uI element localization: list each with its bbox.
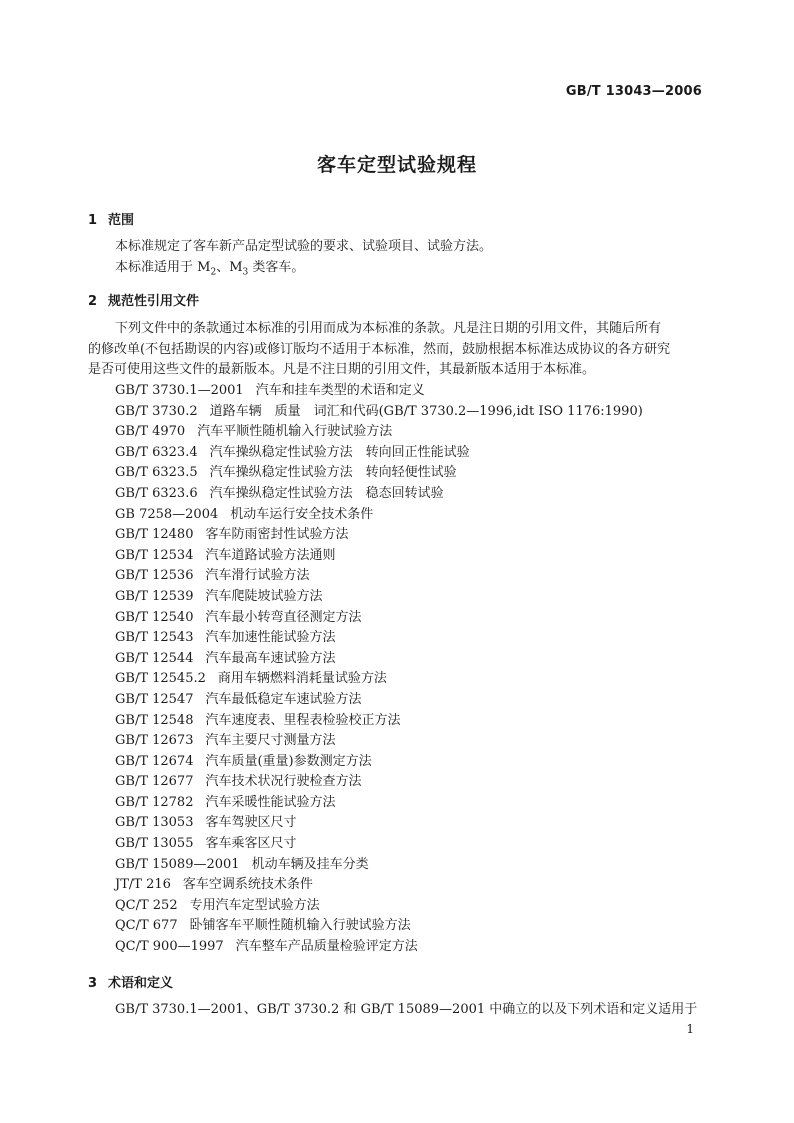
section-1-heading (88, 209, 134, 228)
reference-title: 道路车辆 质量 词汇和代码(GB/T 3730.2—1996,idt ISO 1176:1990) (209, 403, 643, 419)
normative-reference-list (115, 381, 643, 958)
reference-title: 客车防雨密封性试验方法 (205, 527, 349, 543)
reference-code: GB 7258—2004 (115, 506, 219, 522)
reference-item (115, 834, 643, 855)
reference-item (115, 443, 643, 464)
reference-title: 汽车道路试验方法通则 (205, 547, 336, 563)
reference-title: 汽车平顺性随机输入行驶试验方法 (197, 424, 393, 440)
reference-code: GB/T 12543 (115, 630, 194, 646)
reference-item (115, 628, 643, 649)
reference-code: GB/T 6323.6 (115, 485, 198, 501)
reference-title: 汽车技术状况行驶检查方法 (205, 774, 362, 790)
reference-title: 客车空调系统技术条件 (182, 877, 313, 893)
reference-title: 汽车最低稳定车速试验方法 (205, 691, 362, 707)
reference-item (115, 381, 643, 402)
page-number: 1 (686, 1022, 694, 1036)
section-number: 3 (88, 976, 98, 991)
reference-item (115, 937, 643, 958)
section-2-intro-line-1: 下列文件中的条款通过本标准的引用而成为本标准的条款。凡是注日期的引用文件，其随后所有 (115, 321, 662, 336)
reference-title: 卧铺客车平顺性随机输入行驶试验方法 (189, 918, 411, 934)
section-2-intro-line-2: 的修改单(不包括勘误的内容)或修订版均不适用于本标准，然而，鼓励根据本标准达成协议的各方研究 (88, 342, 671, 357)
reference-code: GB/T 12540 (115, 609, 194, 625)
scope-text-a: 本标准适用于 M (115, 260, 211, 275)
section-3-intro-line-1: GB/T 3730.1—2001、GB/T 3730.2 和 GB/T 15089—2001 中确立的以及下列术语和定义适用于 (115, 1002, 698, 1017)
reference-item (115, 752, 643, 773)
reference-code: GB/T 3730.1—2001 (115, 383, 244, 398)
scope-text-c: 类客车。 (248, 260, 305, 275)
section-title: 范围 (108, 213, 135, 228)
reference-title: 汽车质量(重量)参数测定方法 (205, 753, 372, 769)
section-1-paragraph-1: 本标准规定了客车新产品定型试验的要求、试验项目、试验方法。 (115, 239, 493, 254)
reference-item (115, 813, 643, 834)
reference-item (115, 422, 643, 443)
document-title: 客车定型试验规程 (316, 154, 477, 176)
reference-title: 汽车滑行试验方法 (205, 568, 310, 584)
reference-item (115, 731, 643, 752)
reference-item (115, 608, 643, 629)
reference-item (115, 711, 643, 732)
reference-code: GB/T 12547 (115, 691, 194, 707)
reference-code: GB/T 12677 (115, 774, 194, 790)
reference-code: GB/T 6323.4 (115, 444, 198, 460)
reference-title: 汽车采暖性能试验方法 (205, 794, 336, 810)
reference-title: 机动车运行安全技术条件 (230, 506, 374, 522)
reference-code: GB/T 12544 (115, 650, 194, 666)
reference-code: GB/T 12534 (115, 547, 194, 563)
reference-code: QC/T 677 (115, 918, 178, 934)
scope-subscript-2: 2 (210, 267, 217, 278)
reference-item (115, 916, 643, 937)
section-number: 2 (88, 294, 98, 309)
section-title: 术语和定义 (108, 976, 174, 991)
reference-title: 汽车操纵稳定性试验方法 转向轻便性试验 (209, 465, 457, 481)
reference-title: 机动车辆及挂车分类 (251, 856, 369, 872)
reference-item (115, 855, 643, 876)
reference-title: 汽车主要尺寸测量方法 (205, 733, 336, 749)
scope-text-b: 、M (216, 260, 243, 275)
reference-code: GB/T 12539 (115, 588, 194, 604)
reference-code: GB/T 6323.5 (115, 465, 198, 481)
reference-item (115, 505, 643, 526)
reference-code: GB/T 15089—2001 (115, 856, 240, 872)
reference-code: GB/T 13055 (115, 836, 194, 852)
reference-item (115, 463, 643, 484)
reference-title: 汽车操纵稳定性试验方法 稳态回转试验 (209, 485, 444, 501)
reference-item (115, 793, 643, 814)
reference-code: JT/T 216 (115, 877, 171, 893)
reference-code: GB/T 12673 (115, 733, 194, 749)
reference-code: QC/T 252 (115, 897, 178, 913)
reference-item (115, 546, 643, 567)
reference-title: 汽车爬陡坡试验方法 (205, 588, 323, 604)
reference-item (115, 566, 643, 587)
reference-item (115, 587, 643, 608)
scope-subscript-3: 3 (242, 267, 249, 278)
section-3-heading (88, 972, 173, 991)
reference-code: GB/T 12545.2 (115, 671, 206, 687)
reference-item (115, 896, 643, 917)
reference-code: GB/T 12548 (115, 712, 194, 728)
reference-code: GB/T 13053 (115, 815, 194, 831)
section-1-paragraph-2 (115, 258, 304, 283)
standard-code: GB/T 13043—2006 (565, 84, 702, 99)
reference-item (115, 525, 643, 546)
section-2-heading (88, 290, 199, 309)
reference-title: 客车驾驶区尺寸 (205, 815, 297, 831)
reference-item (115, 875, 643, 896)
reference-item (115, 649, 643, 670)
reference-title: 专用汽车定型试验方法 (189, 897, 320, 913)
section-2-intro-line-3: 是否可使用这些文件的最新版本。凡是不注日期的引用文件，其最新版本适用于本标准。 (88, 362, 596, 377)
reference-code: QC/T 900—1997 (115, 939, 224, 955)
reference-title: 客车乘客区尺寸 (205, 836, 297, 852)
section-number: 1 (88, 213, 98, 228)
reference-item (115, 669, 643, 690)
reference-title: 汽车整车产品质量检验评定方法 (235, 939, 418, 955)
reference-title: 汽车操纵稳定性试验方法 转向回正性能试验 (209, 444, 470, 460)
reference-item (115, 484, 643, 505)
reference-code: GB/T 12674 (115, 753, 194, 769)
reference-code: GB/T 12480 (115, 527, 194, 543)
section-title: 规范性引用文件 (108, 294, 200, 309)
reference-code: GB/T 3730.2 (115, 403, 198, 419)
reference-title: 汽车速度表、里程表检验校正方法 (205, 712, 401, 728)
reference-title: 汽车和挂车类型的术语和定义 (255, 383, 425, 398)
reference-code: GB/T 4970 (115, 424, 186, 440)
reference-code: GB/T 12782 (115, 794, 194, 810)
reference-title: 汽车加速性能试验方法 (205, 630, 336, 646)
reference-item (115, 690, 643, 711)
reference-code: GB/T 12536 (115, 568, 194, 584)
reference-item (115, 402, 643, 423)
reference-title: 汽车最高车速试验方法 (205, 650, 336, 666)
reference-title: 商用车辆燃料消耗量试验方法 (217, 671, 387, 687)
reference-item (115, 772, 643, 793)
reference-title: 汽车最小转弯直径测定方法 (205, 609, 362, 625)
